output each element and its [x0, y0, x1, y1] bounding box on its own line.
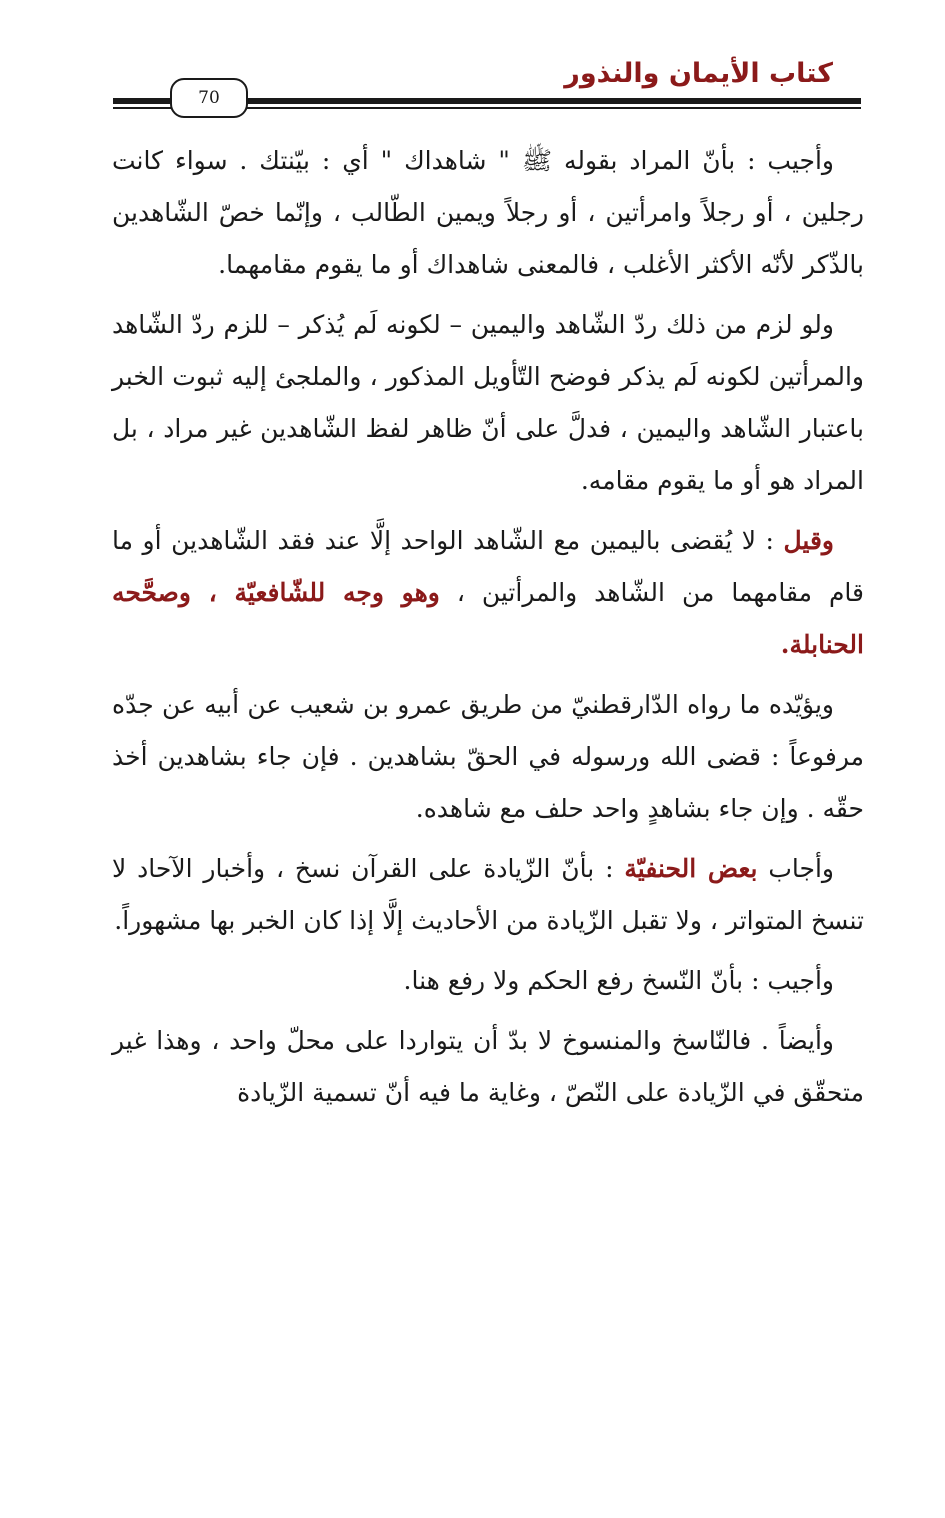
paragraph-text: وأجيب : بأنّ النّسخ رفع الحكم ولا رفع هنا. — [403, 966, 834, 995]
paragraph-4 — [112, 679, 864, 835]
paragraph-3 — [112, 515, 864, 671]
paragraph-text: : لا يُقضى باليمين مع الشّاهد الواحد إلَّا عند فقد الشّاهدين أو ما قام مقامهما من الشّاهد والمرأتين ، — [112, 526, 864, 607]
paragraph-text: : بأنّ الزّيادة على القرآن نسخ ، وأخبار الآحاد لا تنسخ المتواتر ، ولا تقبل الزّيادة من الأحاديث إلَّا إذا كان الخبر بها مشهوراً. — [112, 854, 864, 935]
highlight-hanafiyya: بعض الحنفيّة — [624, 854, 758, 883]
paragraph-2 — [112, 299, 864, 507]
highlight-qila: وقيل — [783, 526, 834, 555]
paragraph-1 — [112, 135, 864, 291]
paragraph-5 — [112, 843, 864, 947]
paragraph-text: وأجيب : بأنّ المراد بقوله ﷺ " شاهداك " أي : بيّنتك . سواء كانت رجلين ، أو رجلاً وامرأتين ، أو رجلاً ويمين الطّالب ، وإنّما خصّ الشّاهدين بالذّكر لأنّه الأكثر الأغلب ، فالمعنى شاهداك أو ما يقوم مقامهما. — [112, 146, 864, 279]
page-body — [112, 135, 864, 1127]
paragraph-text: وأجاب — [757, 854, 834, 883]
paragraph-7 — [112, 1015, 864, 1119]
paragraph-6 — [112, 955, 864, 1007]
paragraph-text: ويؤيّده ما رواه الدّارقطنيّ من طريق عمرو بن شعيب عن أبيه عن جدّه مرفوعاً : قضى الله ورسوله في الحقّ بشاهدين . فإن جاء بشاهدين أخذ حقّه . وإن جاء بشاهدٍ واحد حلف مع شاهده. — [112, 690, 864, 823]
highlight-shafii-hanabila: وهو وجه للشّافعيّة ، وصحَّحه الحنابلة. — [112, 578, 864, 659]
book-title: كتاب الأيمان والنذور — [564, 58, 833, 89]
page-number-badge: 70 — [170, 78, 248, 118]
paragraph-text: ولو لزم من ذلك ردّ الشّاهد واليمين – لكونه لَم يُذكر – للزم ردّ الشّاهد والمرأتين لكونه لَم يذكر فوضح التّأويل المذكور ، والملجئ إليه ثبوت الخبر باعتبار الشّاهد واليمين ، فدلَّ على أنّ ظاهر لفظ الشّاهدين غير مراد ، بل المراد هو أو ما يقوم مقامه. — [112, 310, 864, 495]
paragraph-text: وأيضاً . فالنّاسخ والمنسوخ لا بدّ أن يتواردا على محلّ واحد ، وهذا غير متحقّق في الزّيادة على النّصّ ، وغاية ما فيه أنّ تسمية الزّيادة — [112, 1026, 864, 1107]
